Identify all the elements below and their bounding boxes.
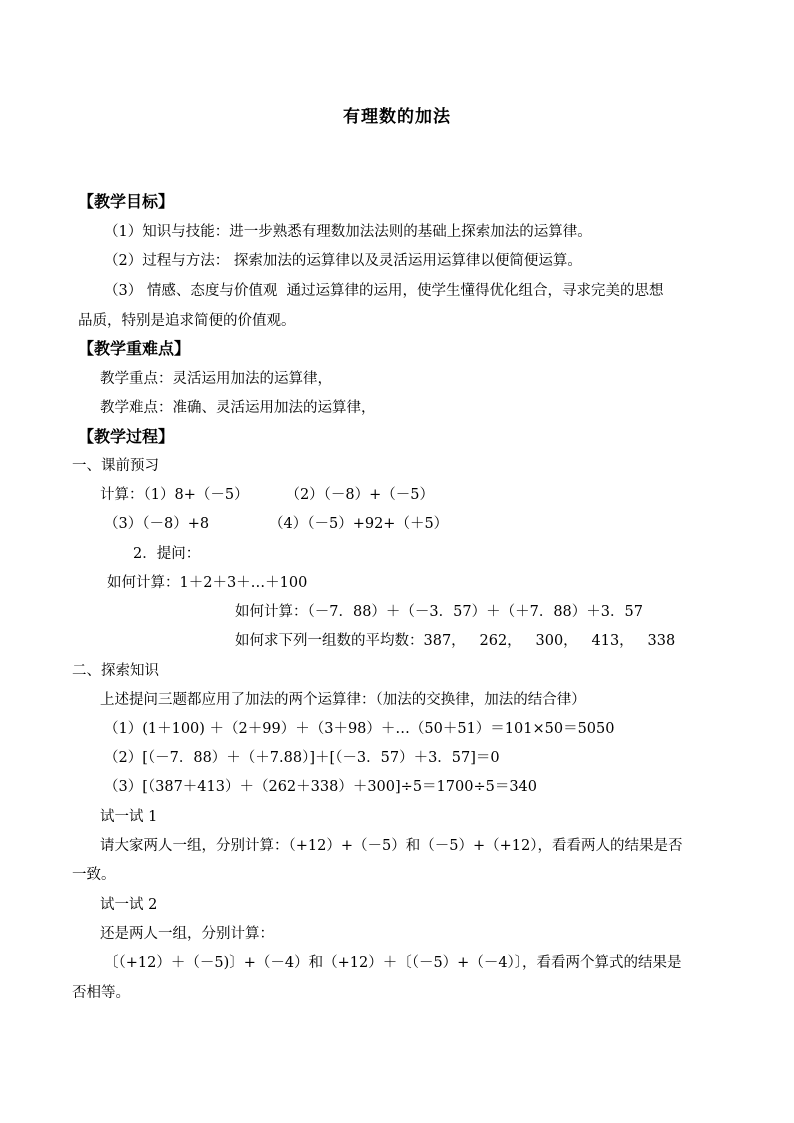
objective-item: （2）过程与方法： 探索加法的运算律以及灵活运用运算律以便简便运算。	[104, 253, 582, 269]
keypoint-item: 教学重点：灵活运用加法的运算律，	[100, 371, 332, 387]
section2-line: （1）(1＋100) ＋（2＋99）＋（3＋98）＋…（50＋51）＝101×50＝5050	[104, 721, 615, 737]
section2-line: 请大家两人一组，分别计算：（+12）+（－5）和（－5）+（+12），看看两人的结果是否	[100, 838, 683, 854]
section2-line: 还是两人一组，分别计算：	[100, 926, 274, 942]
section2-title: 二、探索知识	[72, 663, 159, 679]
section2-line: 一致。	[72, 867, 116, 883]
objectives-heading: 【教学目标】	[78, 192, 175, 211]
section1-line: 如何计算：（－7．88）＋（－3．57）＋（＋7．88）＋3．57	[235, 604, 643, 620]
section2-line: 否相等。	[72, 985, 130, 1001]
page-title: 有理数的加法	[343, 107, 451, 127]
objective-item-continued: 品质，特别是追求简便的价值观。	[78, 313, 296, 329]
section2-line: 试一试 1	[100, 809, 158, 825]
section1-line: 2．提问：	[133, 546, 201, 562]
keypoints-heading: 【教学重难点】	[78, 339, 191, 358]
objective-item: （1）知识与技能：进一步熟悉有理数加法法则的基础上探索加法的运算律。	[104, 224, 592, 240]
section1-line: 如何计算：1＋2＋3＋…＋100	[107, 575, 308, 591]
section2-line: 试一试 2	[100, 897, 158, 913]
section1-line: （3）（－8）+8 （4）（－5）+92+（＋5）	[104, 516, 449, 532]
section1-title: 一、课前预习	[72, 458, 159, 474]
objective-item: （3） 情感、态度与价值观 通过运算律的运用，使学生懂得优化组合，寻求完美的思想	[104, 283, 664, 299]
section2-line: （2）[（－7．88）＋（＋7.88）]＋[（－3．57）＋3．57]＝0	[104, 750, 500, 766]
section1-line: 计算：（1）8+（－5） （2）（－8）+（－5）	[100, 487, 435, 503]
section2-line: （3）[（387＋413）＋（262＋338）＋300]÷5＝1700÷5＝340	[104, 779, 537, 795]
section1-line: 如何求下列一组数的平均数：387， 262， 300， 413， 338	[235, 633, 676, 649]
process-heading: 【教学过程】	[78, 427, 175, 446]
keypoint-item: 教学难点：准确、灵活运用加法的运算律，	[100, 400, 376, 416]
section2-line: 〔（+12）＋（－5)〕+（－4）和（+12）＋〔（－5）+（－4）〕，看看两个算式的结果是	[104, 955, 682, 971]
section2-line: 上述提问三题都应用了加法的两个运算律：（加法的交换律，加法的结合律）	[100, 692, 586, 708]
